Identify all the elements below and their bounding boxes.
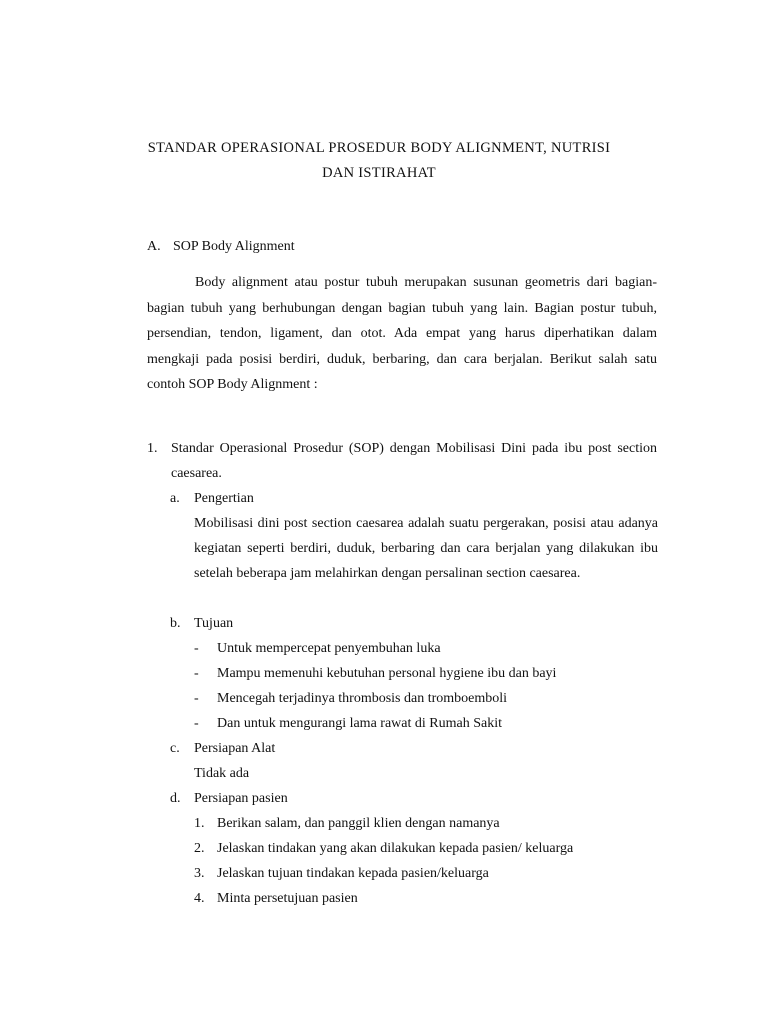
number-marker: 1. (194, 816, 205, 831)
subsection-b-heading: Tujuan (194, 616, 234, 631)
list-item-1-text: Standar Operasional Prosedur (SOP) dengan Mobilisasi Dini pada ibu post section caesarea. (171, 441, 657, 481)
list-item-text: Mencegah terjadinya thrombosis dan tromboemboli (217, 691, 508, 706)
list-item-text: Minta persetujuan pasien (217, 891, 358, 906)
subsection-a-letter: a. (170, 491, 180, 506)
title-line-1: STANDAR OPERASIONAL PROSEDUR BODY ALIGNMENT, NUTRISI (147, 140, 611, 156)
list-item-1-number: 1. (147, 441, 158, 456)
subsection-a-body: Mobilisasi dini post section caesarea adalah suatu pergerakan, posisi atau adanya kegiatan seperti berdiri, duduk, berbaring dan cara berjalan yang dilakukan ibu setelah beberapa jam melahirkan dengan persalinan section caesarea. (194, 516, 658, 581)
list-item-text: Berikan salam, dan panggil klien dengan namanya (217, 816, 500, 831)
persiapan-pasien-list (194, 811, 658, 911)
subsection-pengertian (170, 486, 658, 600)
list-item (194, 836, 658, 861)
list-item-text: Jelaskan tujuan tindakan kepada pasien/keluarga (217, 866, 489, 881)
number-marker: 2. (194, 841, 205, 856)
list-item-text: Jelaskan tindakan yang akan dilakukan kepada pasien/ keluarga (217, 841, 574, 856)
subsection-c-letter: c. (170, 741, 180, 756)
list-item (194, 886, 658, 911)
list-item (194, 811, 658, 836)
section-a-heading (147, 237, 295, 257)
subsection-d-letter: d. (170, 791, 181, 806)
subsection-b-letter: b. (170, 616, 181, 631)
dash-marker: - (194, 666, 199, 681)
number-marker: 4. (194, 891, 205, 906)
list-item-text: Mampu memenuhi kebutuhan personal hygiene ibu dan bayi (217, 666, 557, 681)
list-item (194, 661, 658, 686)
list-item-1 (147, 436, 657, 486)
section-a-paragraph: Body alignment atau postur tubuh merupakan susunan geometris dari bagian-bagian tubuh yang berhubungan dengan bagian tubuh yang lain. Bagian postur tubuh, persendian, tendon, ligament, dan otot. Ada empat yang harus diperhatikan dalam mengkaji pada posisi berdiri, duduk, berbaring, dan cara berjalan. Berikut salah satu contoh SOP Body Alignment : (147, 275, 657, 392)
document-title (110, 136, 648, 186)
list-item-text: Dan untuk mengurangi lama rawat di Rumah Sakit (217, 716, 502, 731)
subsection-persiapan-alat (170, 736, 658, 786)
dash-marker: - (194, 716, 199, 731)
subsection-c-heading: Persiapan Alat (194, 741, 276, 756)
subsection-persiapan-pasien (170, 786, 658, 911)
section-a-marker: A. (147, 239, 161, 254)
subsection-c-body: Tidak ada (194, 766, 250, 781)
subsection-tujuan (170, 611, 658, 736)
section-a-title: SOP Body Alignment (173, 239, 295, 254)
subsection-d-heading: Persiapan pasien (194, 791, 288, 806)
number-marker: 3. (194, 866, 205, 881)
list-item (194, 686, 658, 711)
title-line-2: DAN ISTIRAHAT (322, 165, 436, 181)
dash-marker: - (194, 691, 199, 706)
list-item (194, 861, 658, 886)
tujuan-list (194, 636, 658, 736)
list-item (194, 636, 658, 661)
list-item (194, 711, 658, 736)
dash-marker: - (194, 641, 199, 656)
subsection-a-heading: Pengertian (194, 491, 254, 506)
list-item-text: Untuk mempercepat penyembuhan luka (217, 641, 441, 656)
